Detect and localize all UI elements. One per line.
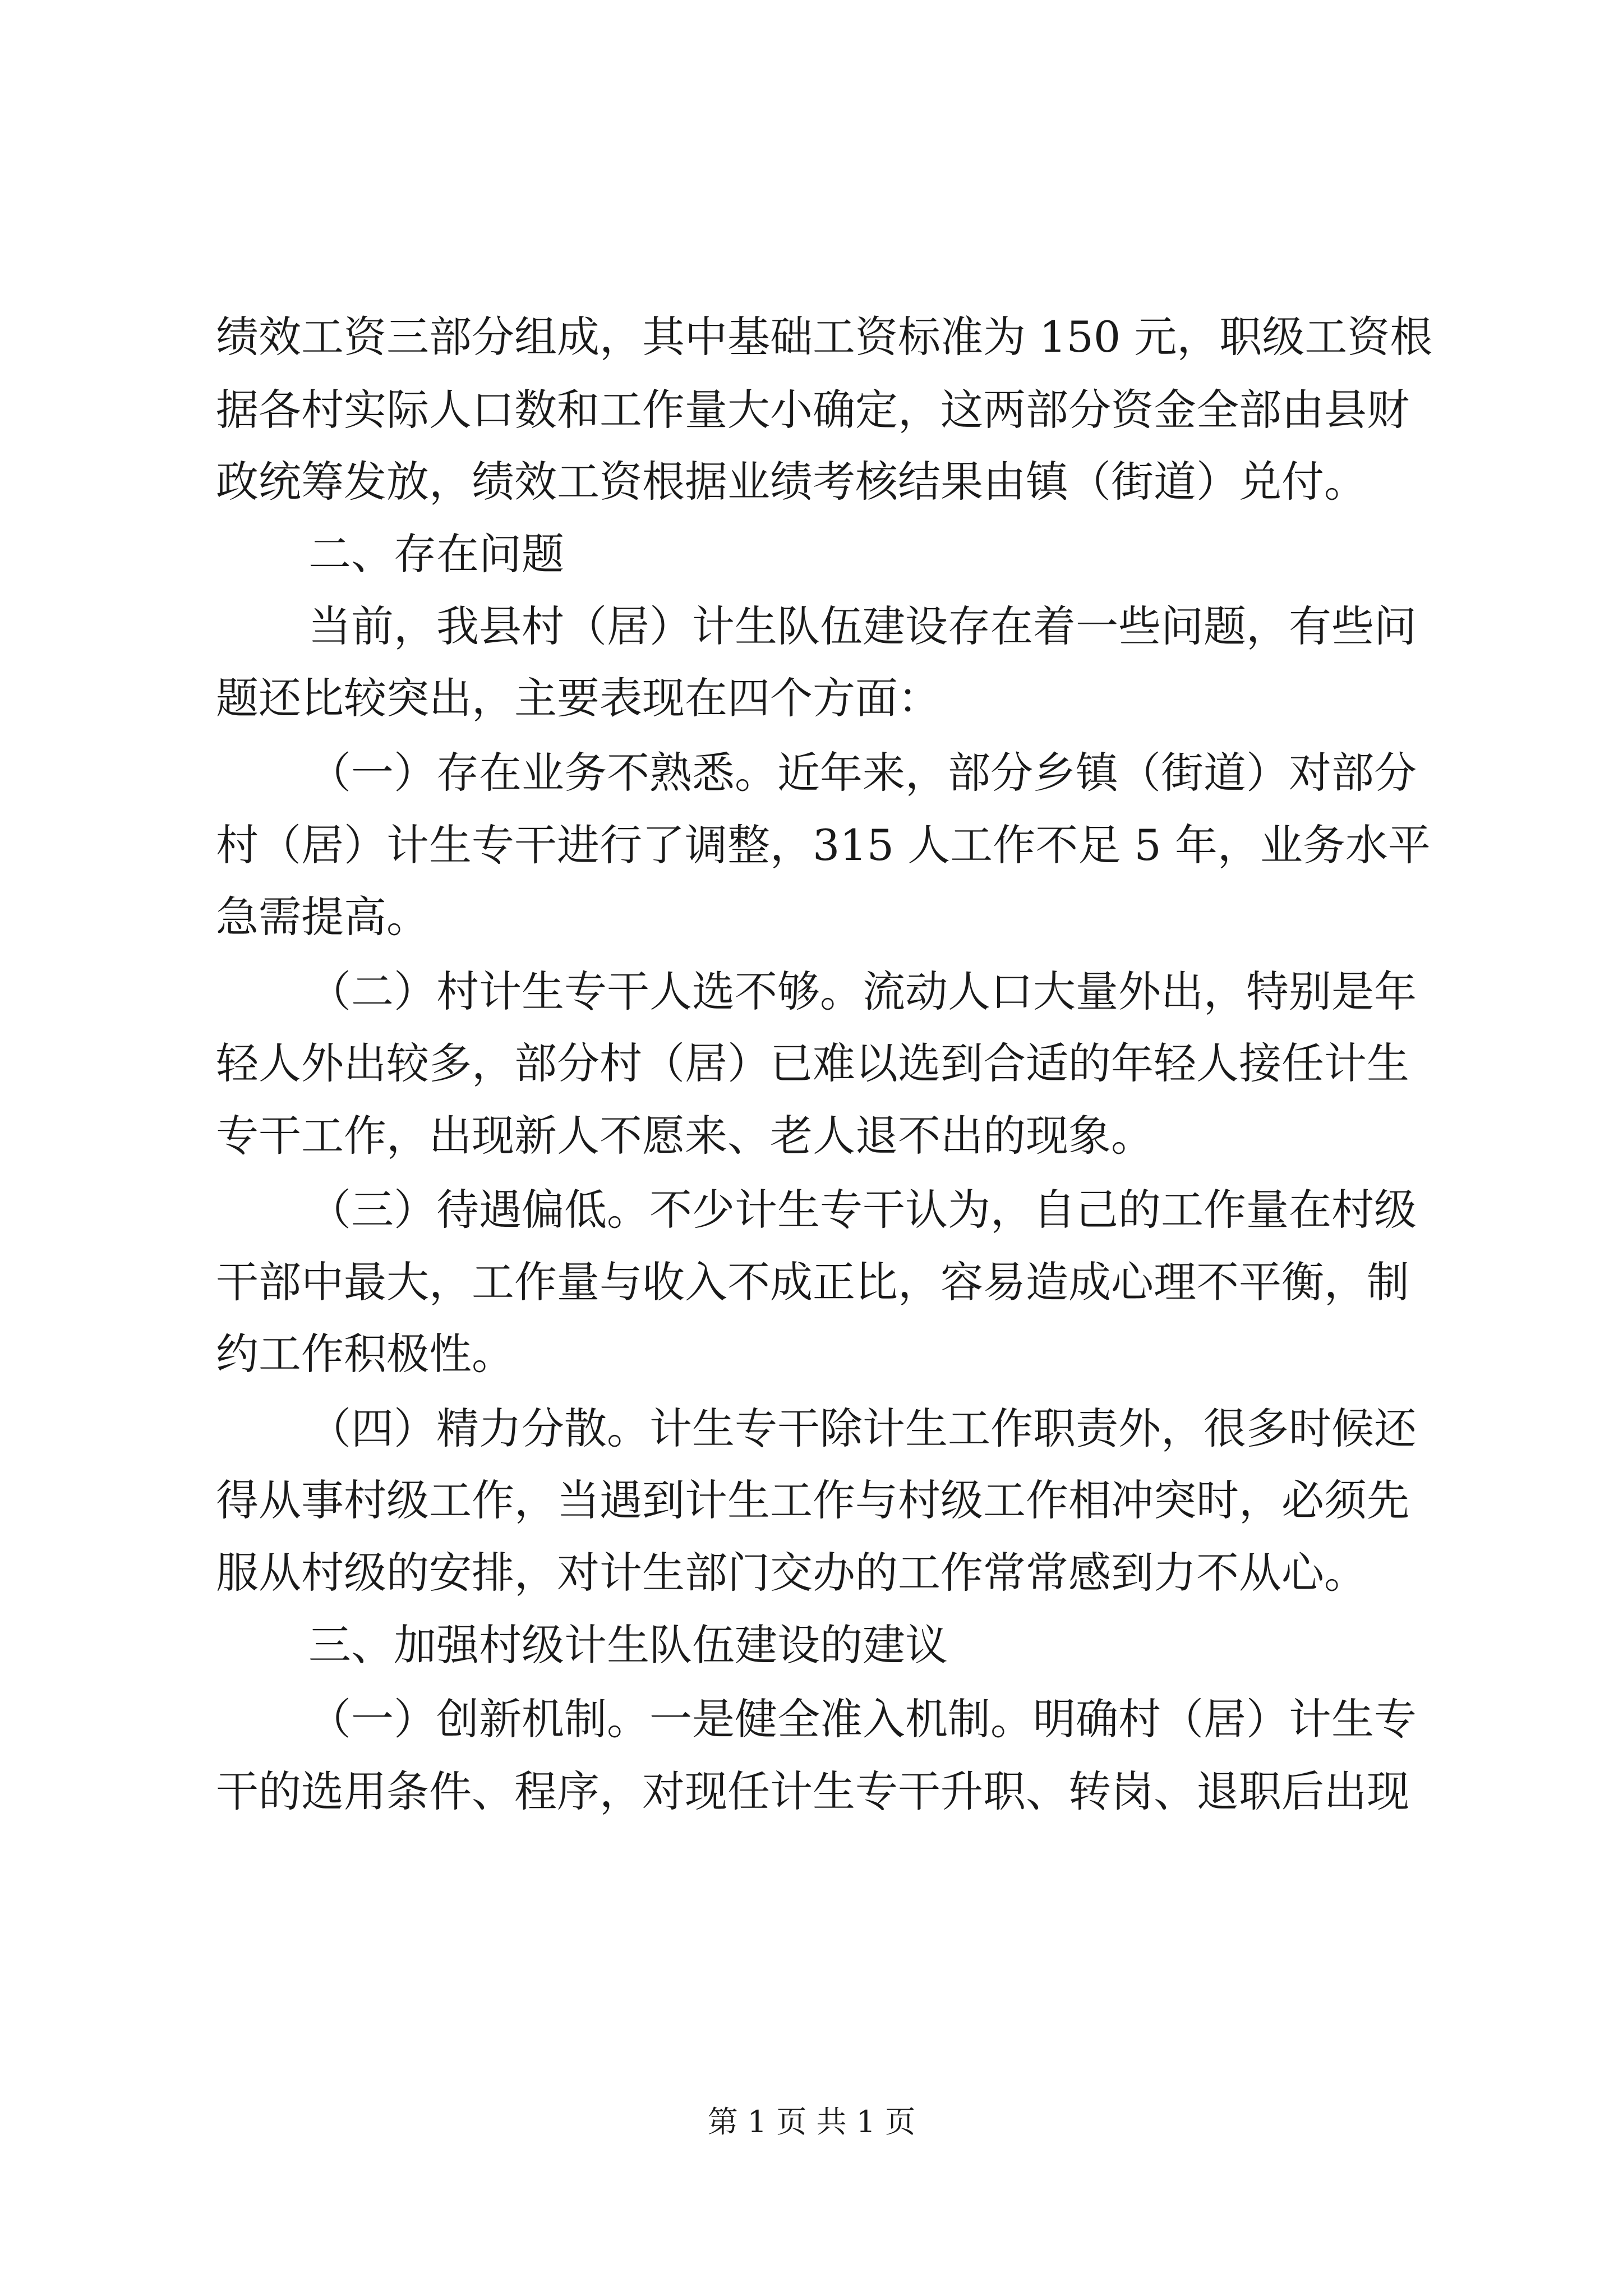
text-line: 轻人外出较多，部分村（居）已难以选到合适的年轻人接任计生 — [216, 1038, 1409, 1088]
text-line: （二）村计生专干人选不够。流动人口大量外出，特别是年 — [308, 967, 1417, 1016]
text-line: 题还比较突出，主要表现在四个方面： — [216, 673, 940, 723]
text-line: 干的选用条件、程序，对现任计生专干升职、转岗、退职后出现 — [216, 1766, 1409, 1816]
text-line: 干部中最大，工作量与收入不成正比，容易造成心理不平衡，制 — [216, 1257, 1409, 1307]
text-line: 当前，我县村（居）计生队伍建设存在着一些问题，有些问 — [308, 601, 1417, 651]
text-line: （一）存在业务不熟悉。近年来，部分乡镇（街道）对部分 — [308, 748, 1417, 798]
section-heading: 二、存在问题 — [308, 529, 564, 579]
text-line: 村（居）计生专干进行了调整，315 人工作不足 5 年，业务水平 — [216, 820, 1431, 870]
text-line: 急需提高。 — [216, 892, 429, 942]
text-line: 政统筹发放，绩效工资根据业绩考核结果由镇（街道）兑付。 — [216, 457, 1367, 507]
text-line: 约工作积极性。 — [216, 1329, 514, 1379]
text-line: 专干工作，出现新人不愿来、老人退不出的现象。 — [216, 1111, 1154, 1161]
text-line: 绩效工资三部分组成，其中基础工资标准为 150 元，职级工资根 — [216, 312, 1433, 362]
text-line: （三）待遇偏低。不少计生专干认为，自己的工作量在村级 — [308, 1185, 1417, 1235]
text-line: （一）创新机制。一是健全准入机制。明确村（居）计生专 — [308, 1694, 1417, 1744]
text-line: 服从村级的安排，对计生部门交办的工作常常感到力不从心。 — [216, 1548, 1367, 1598]
section-heading: 三、加强村级计生队伍建设的建议 — [308, 1620, 948, 1670]
text-line: 据各村实际人口数和工作量大小确定，这两部分资金全部由县财 — [216, 385, 1409, 435]
text-line: （四）精力分散。计生专干除计生工作职责外，很多时候还 — [308, 1404, 1417, 1453]
page-footer: 第 1 页 共 1 页 — [707, 2104, 916, 2139]
text-line: 得从事村级工作，当遇到计生工作与村级工作相冲突时，必须先 — [216, 1475, 1409, 1525]
